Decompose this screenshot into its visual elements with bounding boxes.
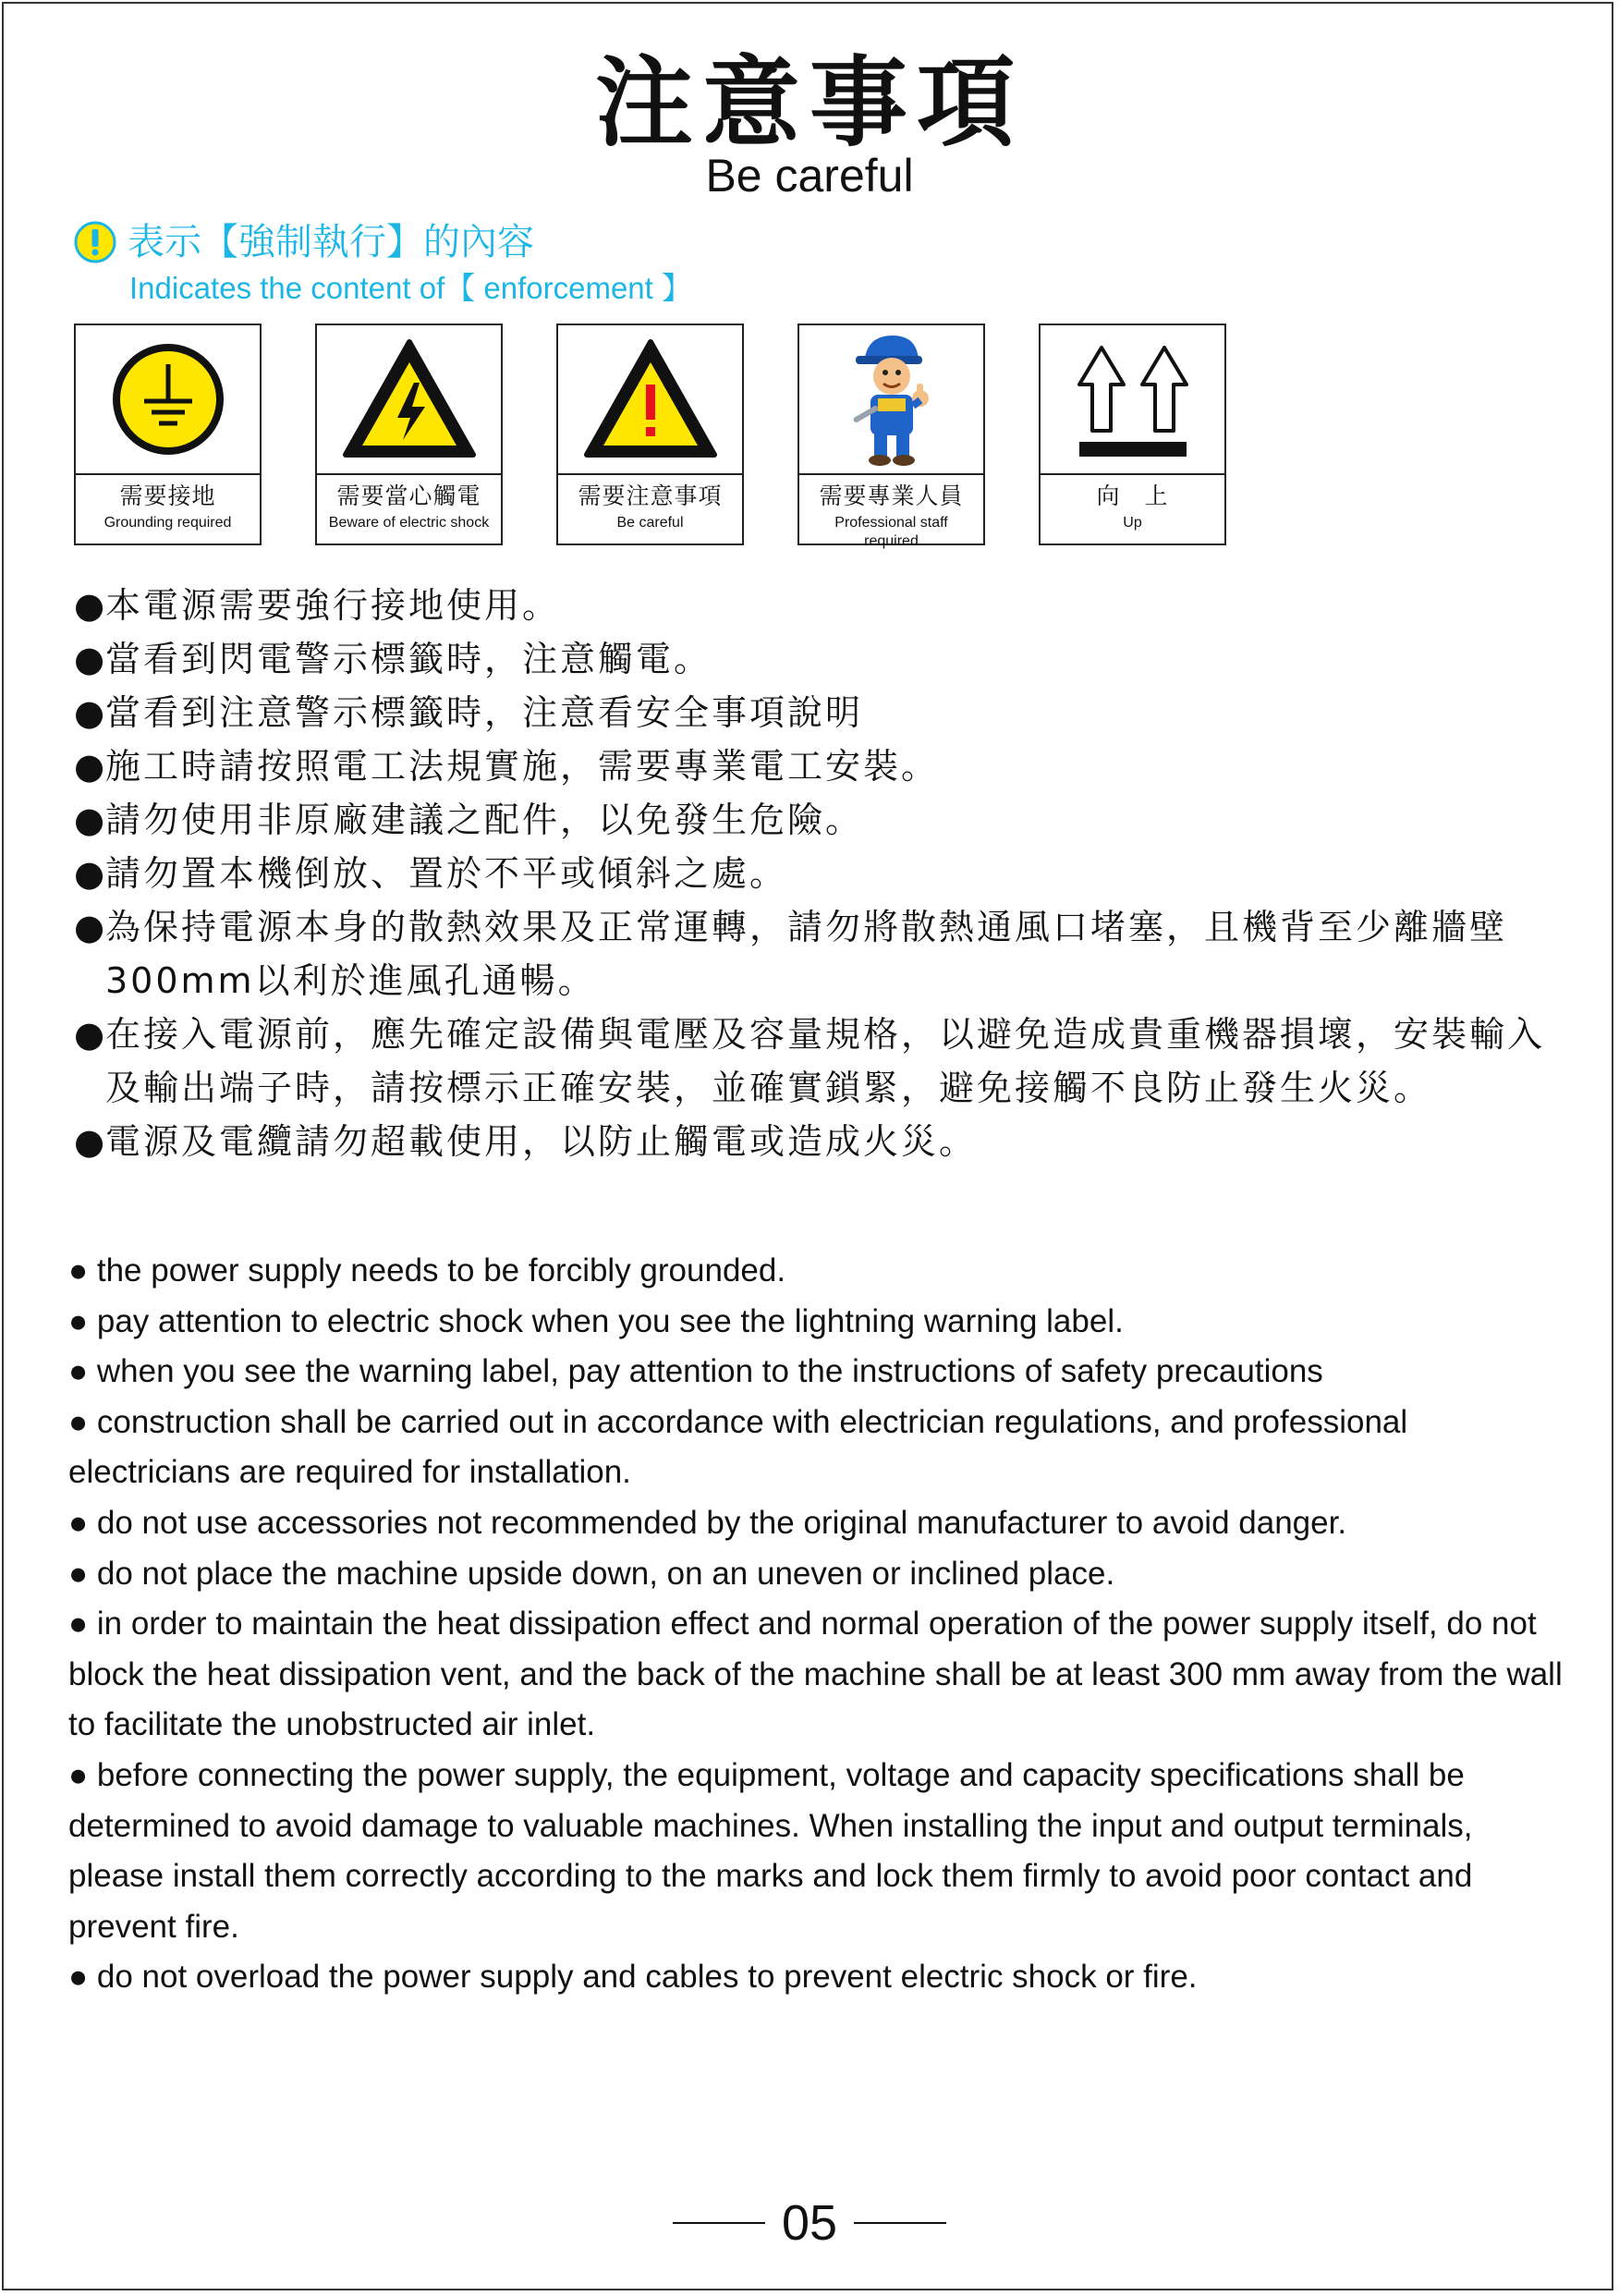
instruction-cn-text: 請勿使用非原廠建議之配件，以免發生危險。 [105, 800, 864, 840]
sign-label-cn: 需要專業人員 [819, 482, 964, 509]
instruction-en-item: ● do not use accessories not recommended by the original manufacturer to avoid danger. [68, 1504, 1347, 1541]
footer-rule-right [854, 2222, 946, 2224]
bullet: ● [74, 800, 108, 840]
footer-rule-left [673, 2222, 765, 2224]
instruction-cn-text: 當看到閃電警示標籤時，注意觸電。 [105, 639, 712, 679]
sign-label-en: Up [1123, 515, 1142, 531]
instruction-en-item: ● in order to maintain the heat dissipation effect and normal operation of the power supply itself, do not block the heat dissipation vent, and the back of the machine shall be at least 300 mm away from the wall to facilitate the unobstructed air inlet. [68, 1606, 1563, 1743]
instructions-en-list [68, 1246, 1565, 2003]
instruction-en-item: ● do not overload the power supply and cables to prevent electric shock or fire. [68, 1959, 1198, 1996]
instruction-cn-item [74, 1115, 1571, 1168]
sign-label-cn: 需要接地 [119, 482, 216, 509]
sign-be-careful [556, 324, 744, 545]
instruction-cn-text: 在接入電源前，應先確定設備與電壓及容量規格，以避免造成貴重機器損壞，安裝輸入及輸出端子時，請按標示正確安裝，並確實鎖緊，避免接觸不良防止發生火災。 [105, 1014, 1546, 1108]
bullet: ● [74, 639, 108, 679]
sign-up [1039, 324, 1226, 545]
instruction-cn-item [74, 847, 1571, 900]
instruction-cn-item [74, 739, 1571, 793]
bullet: ● [74, 585, 108, 626]
instruction-cn-item [74, 632, 1571, 686]
instruction-en-item: ● before connecting the power supply, the equipment, voltage and capacity specifications shall be determined to avoid damage to valuable machines. When installing the input and output terminals, please install them correctly according to the marks and lock them firmly to avoid poor contact and prevent fire. [68, 1756, 1473, 1945]
bullet: ● [74, 1121, 108, 1162]
notice-text-cn: 表示【強制執行】的內容 [128, 221, 534, 263]
instruction-cn-text: 本電源需要強行接地使用。 [105, 585, 561, 626]
bullet: ● [74, 853, 108, 894]
exclamation-warning-icon [581, 336, 720, 462]
notice-text-en: Indicates the content of【 enforcement 】 [129, 271, 693, 305]
instruction-cn-item [74, 686, 1571, 739]
grounding-icon [111, 342, 225, 457]
page-number: 05 [781, 2195, 838, 2251]
page-footer [0, 2191, 1619, 2255]
instruction-cn-text: 為保持電源本身的散熱效果及正常運轉，請勿將散熱通風口堵塞，且機背至少離牆壁300mm以利於進風孔通暢。 [105, 907, 1508, 1001]
sign-label-cn: 向 上 [1096, 482, 1169, 509]
bullet: ● [74, 746, 108, 787]
sign-label-en: Beware of electric shock [328, 515, 490, 531]
instruction-en-item: ● pay attention to electric shock when you see the lightning warning label. [68, 1302, 1124, 1339]
instruction-en-item: ● when you see the warning label, pay attention to the instructions of safety precautions [68, 1353, 1323, 1390]
sign-label-cn: 需要注意事項 [578, 482, 723, 509]
instruction-cn-text: 請勿置本機倒放、置於不平或傾斜之處。 [105, 853, 788, 894]
sign-label-en: Grounding required [103, 515, 232, 531]
page-subtitle: Be careful [705, 150, 914, 202]
worker-mascot-icon [841, 330, 943, 469]
instruction-cn-item [74, 579, 1571, 632]
sign-grounding [74, 324, 262, 545]
sign-professional-staff [797, 324, 985, 549]
instruction-cn-text: 電源及電纜請勿超載使用，以防止觸電或造成火災。 [105, 1121, 978, 1162]
instruction-en-item: ● the power supply needs to be forcibly grounded. [68, 1252, 786, 1288]
sign-label-en: Professional staff required [834, 515, 948, 549]
sign-label-cn: 需要當心觸電 [336, 482, 481, 509]
bullet: ● [74, 692, 108, 733]
sign-label-en: Be careful [616, 515, 684, 531]
instructions-cn-list [74, 579, 1571, 1168]
instruction-cn-text: 施工時請按照電工法規實施，需要專業電工安裝。 [105, 746, 940, 787]
electric-shock-warning-icon [340, 336, 479, 462]
instruction-en-item: ● do not place the machine upside down, on an uneven or inclined place. [68, 1555, 1115, 1592]
exclamation-circle-icon [74, 221, 116, 263]
enforcement-notice [74, 216, 534, 268]
instruction-en-item: ● construction shall be carried out in accordance with electrician regulations, and professional electricians are required for installation. [68, 1403, 1408, 1491]
sign-electric-shock [315, 324, 503, 545]
this-way-up-arrows-icon [1068, 335, 1198, 464]
bullet: ● [74, 907, 108, 947]
instruction-cn-item [74, 793, 1571, 847]
bullet: ● [74, 1014, 108, 1055]
instruction-cn-item [74, 900, 1571, 1008]
instruction-cn-item [74, 1008, 1571, 1115]
instruction-cn-text: 當看到注意警示標籤時，注意看安全事項說明 [105, 692, 864, 733]
page-title: 注意事項 [595, 46, 1024, 160]
